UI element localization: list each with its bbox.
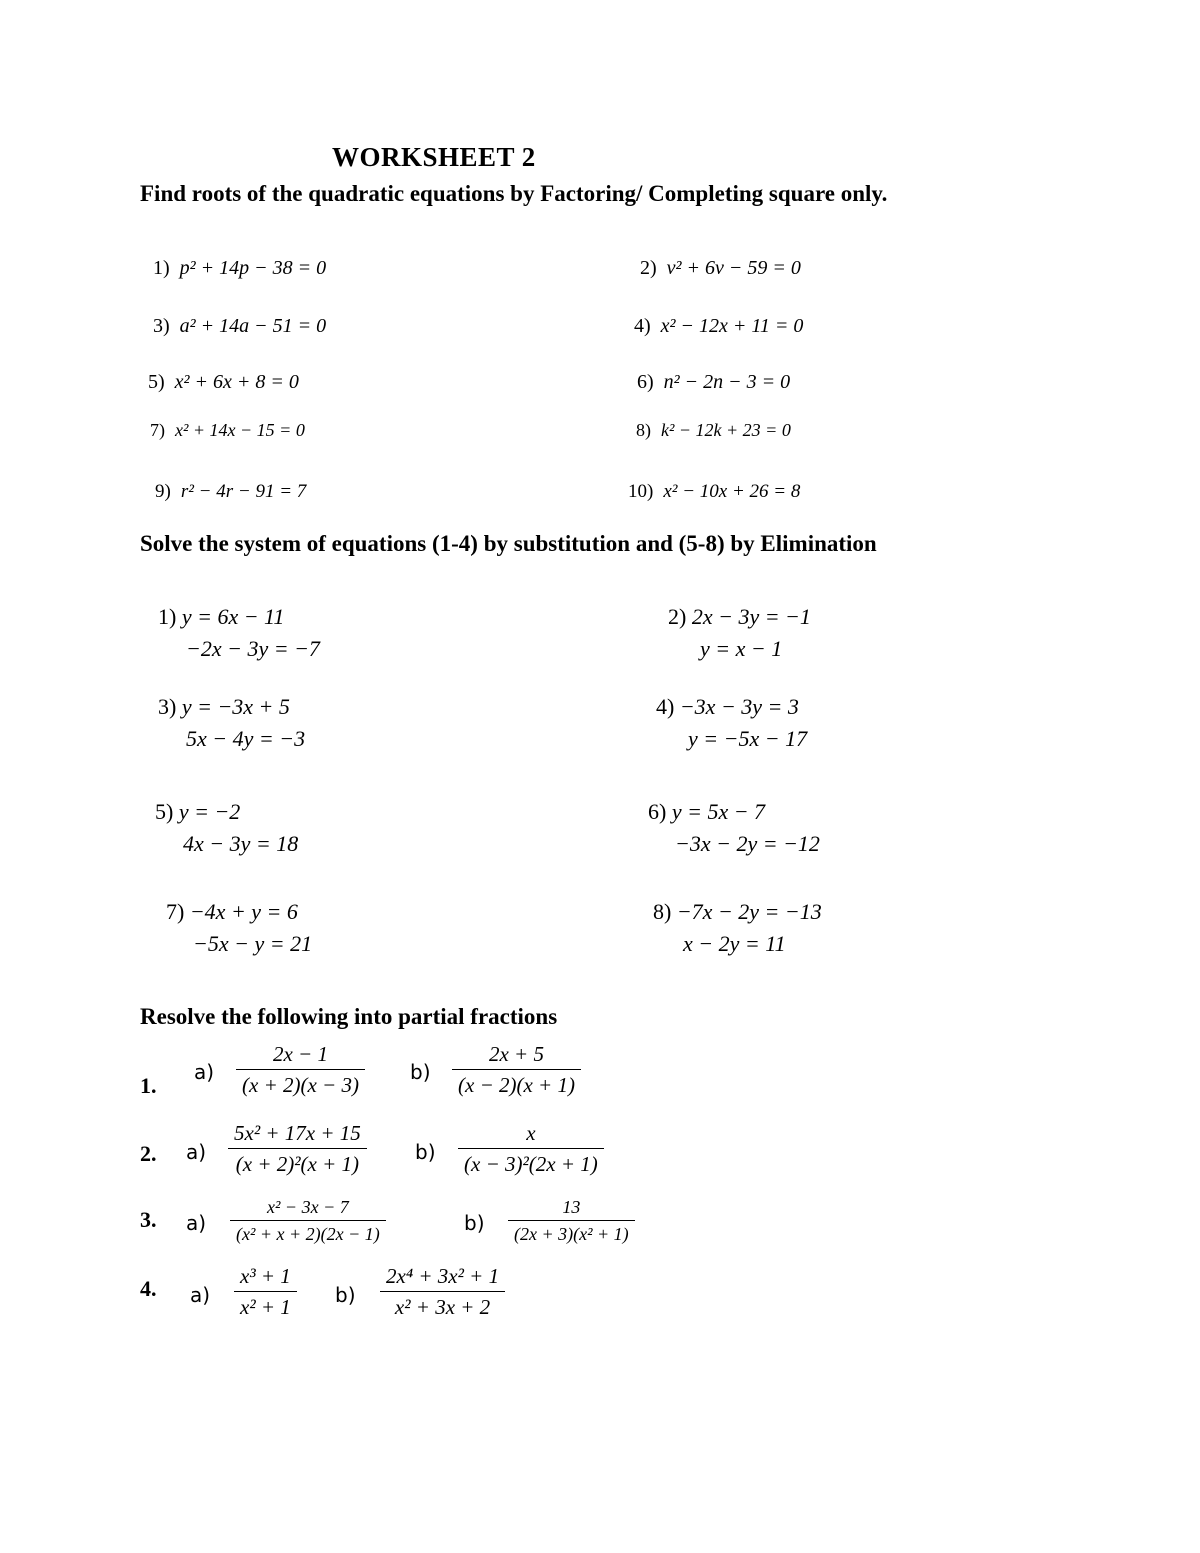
system-item-8 [653, 896, 822, 960]
quadratic-item-6 [637, 371, 790, 394]
fraction-2a [228, 1121, 367, 1177]
fraction-item-number: 2. [140, 1141, 157, 1166]
denominator: x² + 3x + 2 [394, 1295, 491, 1319]
denominator: (2x + 3)(x² + 1) [514, 1224, 629, 1244]
fraction-1b [452, 1042, 581, 1098]
item-number: 1) [158, 604, 177, 629]
quadratic-item-2 [640, 257, 801, 280]
quadratic-item-7 [150, 420, 305, 441]
worksheet-title: WORKSHEET 2 [332, 142, 536, 172]
equation: x² − 12x + 11 = 0 [660, 315, 804, 337]
item-number: 1) [153, 257, 170, 279]
fraction-item-number: 4. [140, 1276, 157, 1301]
system-item-3 [158, 691, 305, 755]
equation-2: 5x − 4y = −3 [186, 726, 306, 751]
fraction-1a [236, 1042, 365, 1098]
quadratic-item-4 [634, 315, 803, 338]
equation-2: −2x − 3y = −7 [186, 636, 320, 661]
equation: v² + 6v − 59 = 0 [666, 257, 801, 279]
system-item-1 [158, 601, 320, 665]
equation-1: 2x − 3y = −1 [691, 604, 811, 629]
denominator: x² + 1 [240, 1295, 291, 1319]
equation: p² + 14p − 38 = 0 [179, 257, 327, 279]
equation-2: −5x − y = 21 [193, 931, 313, 956]
item-number: 5) [155, 799, 174, 824]
item-number: 6) [637, 371, 654, 393]
equation-1: −3x − 3y = 3 [679, 694, 799, 719]
equation-2: y = −5x − 17 [688, 726, 808, 751]
equation-1: y = 5x − 7 [671, 799, 766, 824]
quadratic-item-8 [636, 420, 791, 441]
denominator: (x + 2)(x − 3) [242, 1073, 359, 1097]
quadratic-item-3 [153, 315, 326, 338]
quadratic-item-10 [628, 481, 800, 503]
numerator: 2x − 1 [272, 1042, 328, 1066]
equation: n² − 2n − 3 = 0 [663, 371, 791, 393]
equation: a² + 14a − 51 = 0 [179, 315, 327, 337]
quadratic-item-1 [153, 257, 326, 280]
system-item-4 [656, 691, 807, 755]
numerator: x² − 3x − 7 [267, 1197, 349, 1217]
section3-instruction: Resolve the following into partial fractions [140, 1004, 558, 1029]
quadratic-item-9 [155, 481, 306, 503]
equation: r² − 4r − 91 = 7 [180, 481, 307, 502]
equation: x² + 6x + 8 = 0 [174, 371, 299, 393]
equation-2: −3x − 2y = −12 [675, 831, 820, 856]
item-number: 7) [150, 420, 165, 440]
denominator: (x² + x + 2)(2x − 1) [236, 1224, 380, 1244]
part-a-label: a) [186, 1211, 207, 1235]
fraction-item-number: 3. [140, 1207, 157, 1232]
equation-1: y = 6x − 11 [181, 604, 285, 629]
fraction-3b [508, 1197, 635, 1245]
denominator: (x + 2)²(x + 1) [235, 1152, 360, 1176]
part-b-label: b) [335, 1283, 356, 1307]
numerator: x³ + 1 [240, 1264, 291, 1288]
numerator: 2x + 5 [488, 1042, 544, 1066]
system-item-2 [668, 601, 811, 665]
item-number: 3) [158, 694, 177, 719]
part-b-label: b) [410, 1060, 431, 1084]
system-item-6 [648, 796, 820, 860]
denominator: (x − 2)(x + 1) [458, 1073, 575, 1097]
item-number: 2) [640, 257, 657, 279]
item-number: 8) [653, 899, 672, 924]
item-number: 10) [628, 481, 654, 502]
equation-2: x − 2y = 11 [683, 931, 786, 956]
part-a-label: a) [194, 1060, 215, 1084]
equation-2: y = x − 1 [700, 636, 783, 661]
equation: x² − 10x + 26 = 8 [663, 481, 801, 502]
part-b-label: b) [415, 1140, 436, 1164]
numerator: 5x² + 17x + 15 [234, 1121, 361, 1145]
section2-instruction: Solve the system of equations (1-4) by substitution and (5-8) by Elimination [140, 531, 877, 556]
numerator: 13 [562, 1197, 581, 1217]
item-number: 9) [155, 481, 171, 502]
fraction-4b [380, 1264, 505, 1320]
equation-2: 4x − 3y = 18 [183, 831, 299, 856]
item-number: 4) [656, 694, 675, 719]
equation-1: −4x + y = 6 [189, 899, 298, 924]
equation-1: y = −3x + 5 [181, 694, 290, 719]
fraction-item-number: 1. [140, 1073, 157, 1098]
item-number: 3) [153, 315, 170, 337]
item-number: 7) [166, 899, 185, 924]
item-number: 5) [148, 371, 165, 393]
fraction-3a [230, 1197, 386, 1245]
numerator: x [526, 1121, 536, 1145]
fraction-4a [234, 1264, 297, 1320]
section1-instruction: Find roots of the quadratic equations by Factoring/ Completing square only. [140, 181, 888, 206]
system-item-7 [166, 896, 312, 960]
denominator: (x − 3)²(2x + 1) [464, 1152, 598, 1176]
part-a-label: a) [186, 1140, 207, 1164]
equation: k² − 12k + 23 = 0 [661, 420, 791, 440]
item-number: 6) [648, 799, 667, 824]
part-a-label: a) [190, 1283, 211, 1307]
item-number: 4) [634, 315, 651, 337]
fraction-2b [458, 1121, 604, 1177]
item-number: 2) [668, 604, 687, 629]
equation-1: −7x − 2y = −13 [676, 899, 822, 924]
item-number: 8) [636, 420, 651, 440]
system-item-5 [155, 796, 298, 860]
equation: x² + 14x − 15 = 0 [175, 420, 305, 440]
equation-1: y = −2 [178, 799, 241, 824]
part-b-label: b) [464, 1211, 485, 1235]
numerator: 2x⁴ + 3x² + 1 [386, 1264, 500, 1288]
quadratic-item-5 [148, 371, 299, 394]
